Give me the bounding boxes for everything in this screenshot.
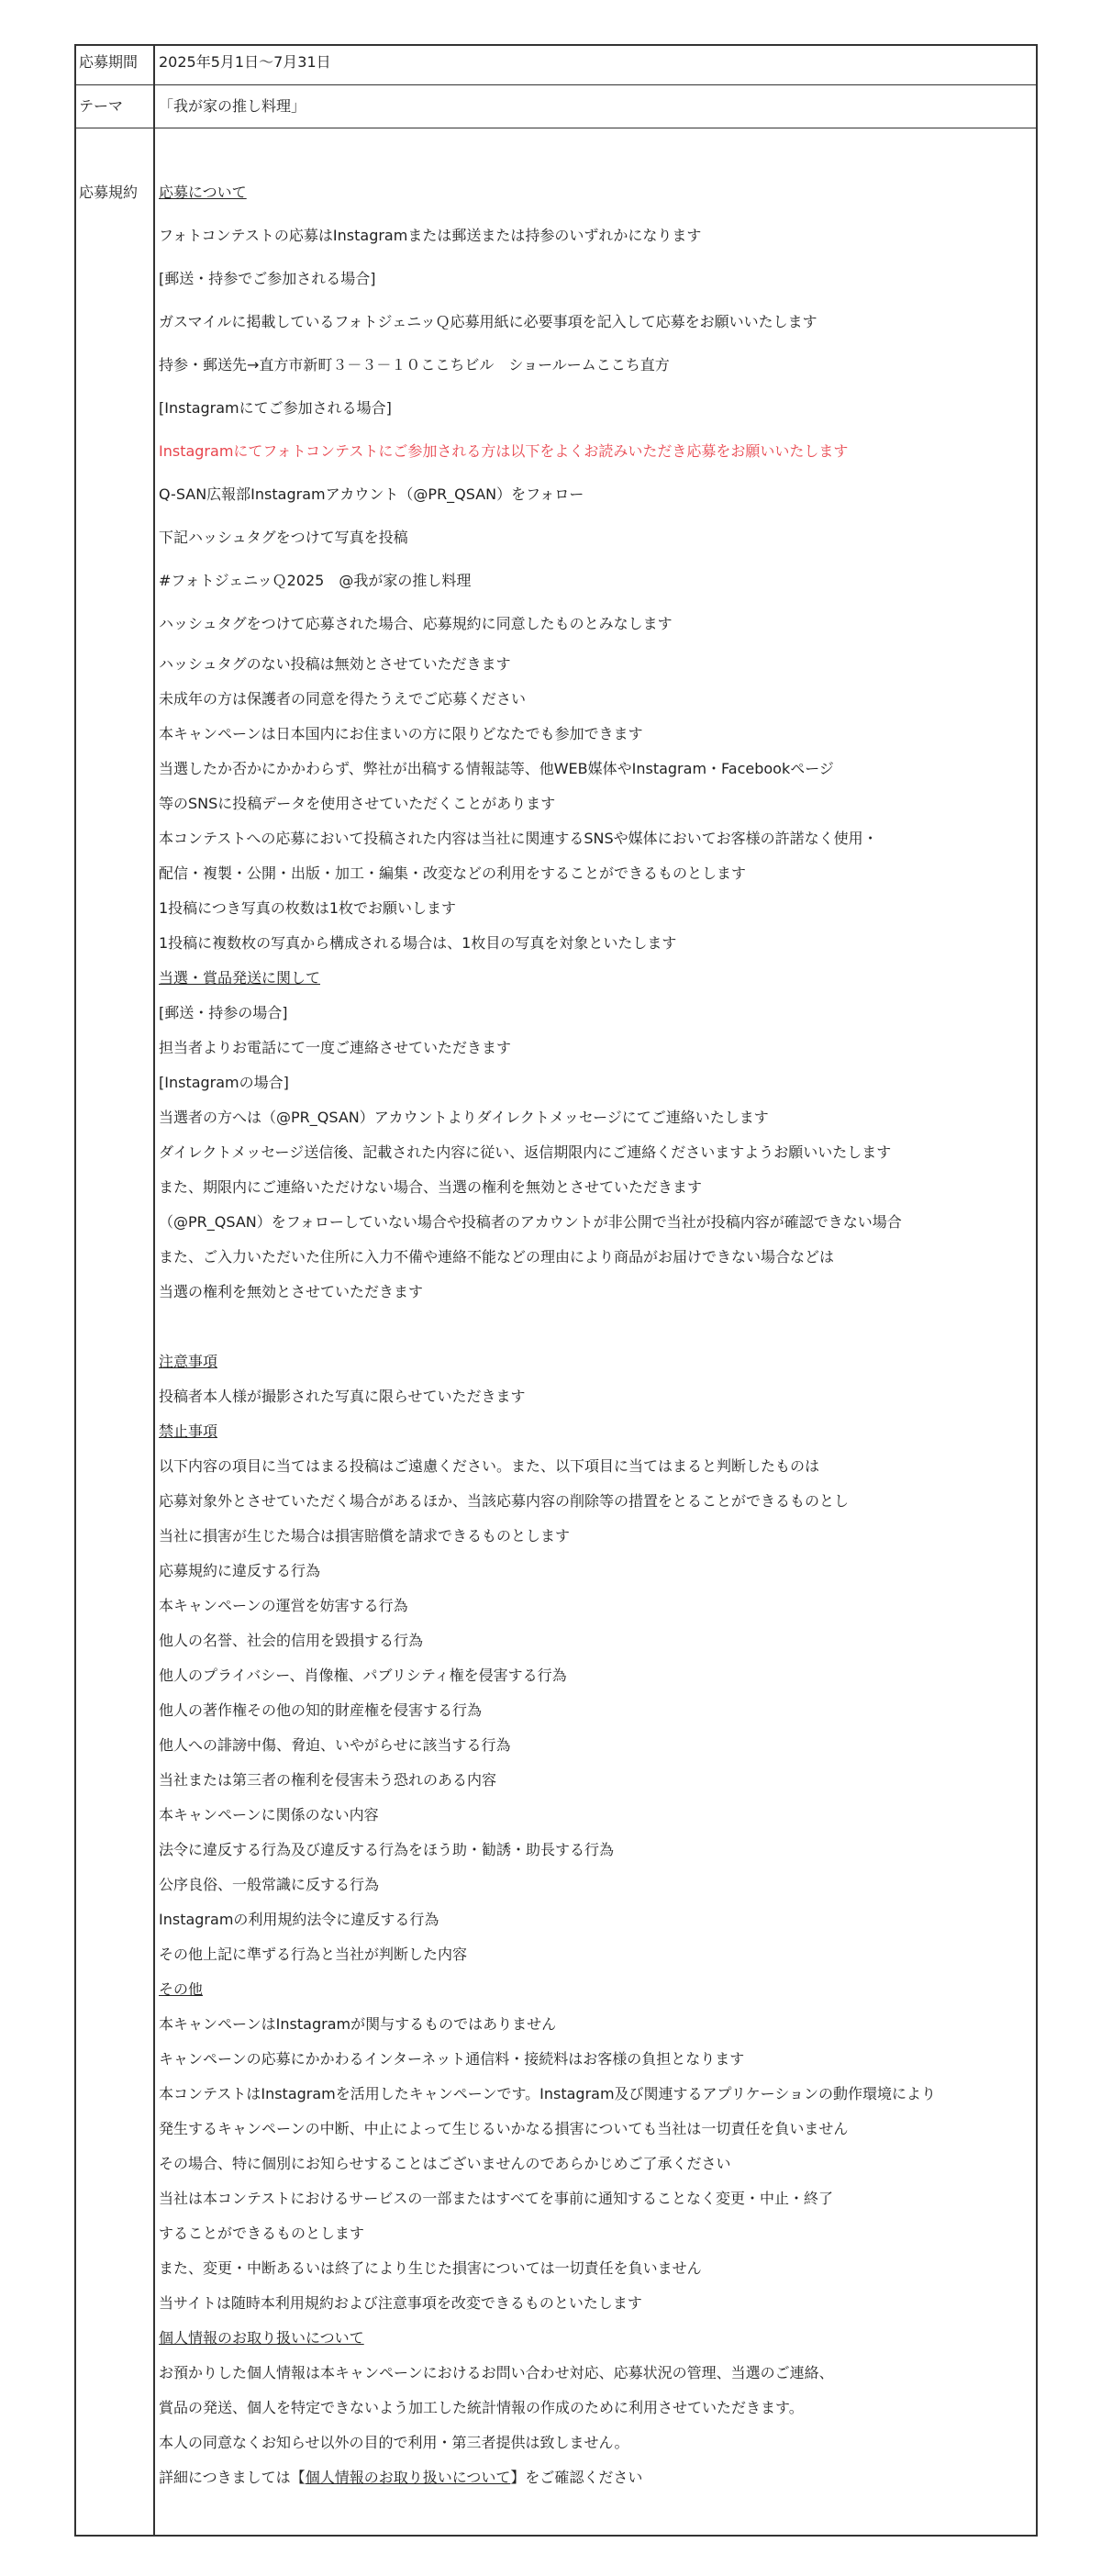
section-heading: 当選・賞品発送に関して [159,969,321,987]
rule-line: ダイレクトメッセージ送信後、記載された内容に従い、返信期限内にご連絡くださいますようお願いいたします [159,1143,892,1161]
rules-label: 応募規約 [79,184,139,201]
rule-line: 本キャンペーンは日本国内にお住まいの方に限りどなたでも参加できます [159,725,643,742]
rule-line: 以下内容の項目に当てはまる投稿はご遠慮ください。また、以下項目に当てはまると判断したものは [159,1457,820,1475]
period-label: 応募期間 [79,53,139,71]
rule-line: ハッシュタグをつけて応募された場合、応募規約に同意したものとみなします [159,615,673,632]
rule-line: （@PR_QSAN）をフォローしていない場合や投稿者のアカウントが非公開で当社が投稿内容が確認できない場合 [159,1213,902,1231]
rule-line: 持参・郵送先→直方市新町３－３－１０ここちビル ショールームここち直方 [159,356,670,374]
section-heading: 応募について [159,184,247,201]
rule-line: キャンペーンの応募にかかわるインターネット通信料・接続料はお客様の負担となります [159,2050,745,2068]
privacy-detail-suffix: 】をご確認ください [510,2469,643,2486]
rule-line: 下記ハッシュタグをつけて写真を投稿 [159,529,408,546]
rule-line: Instagramの利用規約法令に違反する行為 [159,1911,439,1928]
rule-line: また、変更・中断あるいは終了により生じた損害については一切責任を負いません [159,2259,702,2277]
rule-line: 本キャンペーンに関係のない内容 [159,1806,379,1823]
rule-line: お預かりした個人情報は本キャンペーンにおけるお問い合わせ対応、応募状況の管理、当選のご連絡、 [159,2364,834,2381]
rule-line: 本キャンペーンはInstagramが関与するものではありません [159,2015,557,2033]
section-heading: 注意事項 [159,1353,218,1370]
rule-line: 応募対象外とさせていただく場合があるほか、当該応募内容の削除等の措置をとることができるものとし [159,1492,850,1510]
rule-line: ガスマイルに掲載しているフォトジェニッＱ応募用紙に必要事項を記入して応募をお願いいたします [159,313,817,330]
rule-line: 1投稿につき写真の枚数は1枚でお願いします [159,899,457,917]
rule-line: [郵送・持参の場合] [159,1004,288,1021]
section-heading: 禁止事項 [159,1422,218,1440]
rule-line: [郵送・持参でご参加される場合] [159,270,376,287]
privacy-detail-line [159,2469,642,2487]
rule-line: [Instagramの場合] [159,1074,289,1091]
rule-line: 他人への誹謗中傷、脅迫、いやがらせに該当する行為 [159,1736,511,1754]
rule-line: 等のSNSに投稿データを使用させていただくことがあります [159,795,556,812]
rule-line: また、期限内にご連絡いただけない場合、当選の権利を無効とさせていただきます [159,1178,703,1196]
row-divider [74,84,1038,85]
rule-line: [Instagramにてご参加される場合] [159,399,392,417]
rule-line: Q-SAN広報部Instagramアカウント（@PR_QSAN）をフォロー [159,485,584,503]
rule-line: することができるものとします [159,2225,365,2242]
rule-line: 担当者よりお電話にて一度ご連絡させていただきます [159,1039,512,1056]
rule-line: 未成年の方は保護者の同意を得たうえでご応募ください [159,690,527,708]
rule-line: #フォトジェニッＱ2025 @我が家の推し料理 [159,572,472,589]
section-heading: その他 [159,1980,204,1998]
privacy-detail-prefix: 詳細につきましては【 [159,2469,306,2486]
rule-line: 公序良俗、一般常識に反する行為 [159,1876,380,1893]
rule-line: 本コンテストはInstagramを活用したキャンペーンです。Instagram及び関連するアプリケーションの動作環境により [159,2085,936,2102]
rule-line: その他上記に準ずる行為と当社が判断した内容 [159,1946,468,1963]
rule-line: 1投稿に複数枚の写真から構成される場合は、1枚目の写真を対象といたします [159,934,677,952]
column-divider [153,44,155,2537]
rule-line: また、ご入力いただいた住所に入力不備や連絡不能などの理由により商品がお届けできない場合などは [159,1248,835,1266]
rule-line: その場合、特に個別にお知らせすることはございませんのであらかじめご了承ください [159,2155,731,2172]
theme-value: 「我が家の推し料理」 [159,97,306,115]
privacy-policy-link[interactable]: 個人情報のお取り扱いについて [305,2469,511,2486]
rule-line: 当サイトは随時本利用規約および注意事項を改変できるものといたします [159,2294,642,2312]
rule-line: 他人の著作権その他の知的財産権を侵害する行為 [159,1701,483,1719]
rule-line: Instagramにてフォトコンテストにご参加される方は以下をよくお読みいただき応募をお願いいたします [159,442,849,460]
period-value: 2025年5月1日〜7月31日 [159,53,331,71]
rule-line: 本コンテストへの応募において投稿された内容は当社に関連するSNSや媒体においてお客様の許諾なく使用・ [159,830,878,847]
rule-line: 本人の同意なくお知らせ以外の目的で利用・第三者提供は致しません。 [159,2434,629,2451]
rule-line: 法令に違反する行為及び違反する行為をほう助・勧誘・助長する行為 [159,1841,615,1858]
section-heading: 個人情報のお取り扱いについて [159,2329,364,2347]
rule-line: 当選者の方へは（@PR_QSAN）アカウントよりダイレクトメッセージにてご連絡いたします [159,1109,769,1126]
rule-line: 当選したか否かにかかわらず、弊社が出稿する情報誌等、他WEB媒体やInstagram・Facebookページ [159,760,834,777]
rule-line: 当社または第三者の権利を侵害未う恐れのある内容 [159,1771,497,1789]
rule-line: 本キャンペーンの運営を妨害する行為 [159,1597,408,1614]
rule-line: 応募規約に違反する行為 [159,1562,321,1579]
rule-line: 当社に損害が生じた場合は損害賠償を請求できるものとします [159,1527,571,1544]
rule-line: 投稿者本人様が撮影された写真に限らせていただきます [159,1388,526,1405]
rule-line: 他人の名誉、社会的信用を毀損する行為 [159,1632,424,1649]
rule-line: 配信・複製・公開・出版・加工・編集・改変などの利用をすることができるものとします [159,864,747,882]
rule-line: 賞品の発送、個人を特定できないよう加工した統計情報の作成のために利用させていただきます。 [159,2399,804,2416]
rule-line: 発生するキャンペーンの中断、中止によって生じるいかなる損害についても当社は一切責任を負いません [159,2120,849,2137]
rule-line: ハッシュタグのない投稿は無効とさせていただきます [159,655,511,673]
theme-label: テーマ [79,97,124,115]
rule-line: 当選の権利を無効とさせていただきます [159,1283,424,1300]
rule-line: 当社は本コンテストにおけるサービスの一部またはすべてを事前に通知することなく変更・中止・終了 [159,2190,834,2207]
rule-line: フォトコンテストの応募はInstagramまたは郵送または持参のいずれかになります [159,227,702,244]
rule-line: 他人のプライバシー、肖像権、パブリシティ権を侵害する行為 [159,1667,567,1684]
